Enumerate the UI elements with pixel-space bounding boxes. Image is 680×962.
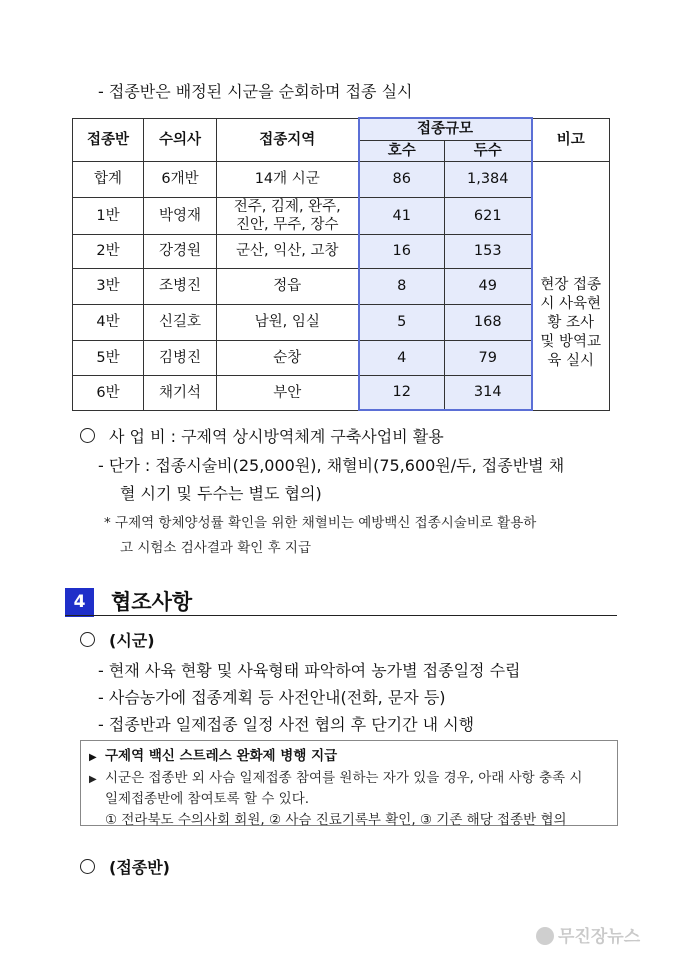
table-row (73, 268, 610, 304)
circle-bullet-icon (80, 632, 95, 647)
cell-heads: 621 (445, 197, 532, 234)
notice-item-1: ▶ 구제역 백신 스트레스 완화제 병행 지급 (89, 748, 338, 764)
team-heading: (접종반) (80, 855, 170, 878)
notice-item-2: ▶ 시군은 접종반 외 사슴 일제접종 참여를 원하는 자가 있을 경우, 아래 사항 충족 시 (89, 770, 583, 786)
header-region: 접종지역 (217, 118, 359, 161)
section-divider (65, 615, 617, 616)
cell-vet: 신길호 (144, 304, 217, 340)
header-note: 비고 (532, 118, 610, 161)
table-row (73, 304, 610, 340)
cell-farms: 41 (359, 197, 445, 234)
table-row (73, 340, 610, 375)
cell-farms: 5 (359, 304, 445, 340)
cell-team: 6반 (73, 375, 144, 410)
cell-team: 2반 (73, 234, 144, 268)
cell-vet: 6개반 (144, 161, 217, 197)
circle-bullet-icon (80, 859, 95, 874)
budget-line: 사 업 비 : 구제역 상시방역체계 구축사업비 활용 (80, 424, 444, 447)
price-line-1: - 단가 : 접종시술비(25,000원), 채혈비(75,600원/두, 접종반별 채 (98, 456, 565, 475)
notice-item-2-conditions: ① 전라북도 수의사회 회원, ② 사슴 진료기록부 확인, ③ 기존 해당 접종반 협의 (105, 812, 567, 828)
notice-box (80, 740, 618, 826)
cell-region: 군산, 익산, 고창 (217, 234, 359, 268)
cell-heads: 153 (445, 234, 532, 268)
section-number-badge: 4 (65, 588, 94, 617)
footnote-line-2: 고 시험소 검사결과 확인 후 지급 (120, 540, 311, 556)
header-farms: 호수 (359, 140, 445, 161)
table-row (73, 161, 610, 197)
cell-team: 5반 (73, 340, 144, 375)
cell-farms: 16 (359, 234, 445, 268)
cell-region: 14개 시군 (217, 161, 359, 197)
cell-region: 남원, 임실 (217, 304, 359, 340)
cell-vet: 조병진 (144, 268, 217, 304)
header-team: 접종반 (73, 118, 144, 161)
city-item: - 사슴농가에 접종계획 등 사전안내(전화, 문자 등) (98, 688, 446, 707)
city-item: - 접종반과 일제접종 일정 사전 협의 후 단기간 내 시행 (98, 715, 475, 734)
price-line-2: 혈 시기 및 두수는 별도 협의) (120, 484, 322, 503)
cell-note-empty (532, 161, 610, 197)
cell-region: 순창 (217, 340, 359, 375)
cell-farms: 4 (359, 340, 445, 375)
watermark-logo-icon (536, 927, 554, 945)
cell-note: 현장 접종 시 사육현황 조사 및 방역교육 실시 (532, 197, 610, 410)
table-row (73, 375, 610, 410)
cell-region: 부안 (217, 375, 359, 410)
watermark: 무진장뉴스 (536, 922, 640, 947)
cell-heads: 49 (445, 268, 532, 304)
cell-heads: 1,384 (445, 161, 532, 197)
footnote-line-1: * 구제역 항체양성률 확인을 위한 채혈비는 예방백신 접종시술비로 활용하 (104, 515, 537, 531)
cell-vet: 박영재 (144, 197, 217, 234)
intro-line: - 접종반은 배정된 시군을 순회하며 접종 실시 (98, 82, 413, 101)
header-scale: 접종규모 (359, 118, 532, 140)
cell-heads: 314 (445, 375, 532, 410)
cell-vet: 강경원 (144, 234, 217, 268)
cell-region: 정읍 (217, 268, 359, 304)
cell-farms: 8 (359, 268, 445, 304)
cell-vet: 채기석 (144, 375, 217, 410)
city-heading: (시군) (80, 628, 155, 651)
triangle-bullet-icon: ▶ (89, 774, 97, 785)
cell-region: 전주, 김제, 완주, 진안, 무주, 장수 (217, 197, 359, 234)
section-title: 협조사항 (111, 591, 193, 614)
triangle-bullet-icon: ▶ (89, 752, 97, 763)
circle-bullet-icon (80, 428, 95, 443)
table-row (73, 234, 610, 268)
table-row (73, 197, 610, 234)
cell-team: 3반 (73, 268, 144, 304)
city-item: - 현재 사육 현황 및 사육형태 파악하여 농가별 접종일정 수립 (98, 661, 521, 680)
cell-vet: 김병진 (144, 340, 217, 375)
cell-heads: 79 (445, 340, 532, 375)
header-heads: 두수 (445, 140, 532, 161)
cell-heads: 168 (445, 304, 532, 340)
cell-team: 합계 (73, 161, 144, 197)
vaccination-schedule-table (72, 117, 610, 411)
cell-farms: 12 (359, 375, 445, 410)
cell-team: 4반 (73, 304, 144, 340)
notice-item-2-cont: 일제접종반에 참여토록 할 수 있다. (105, 791, 310, 807)
cell-team: 1반 (73, 197, 144, 234)
cell-farms: 86 (359, 161, 445, 197)
header-vet: 수의사 (144, 118, 217, 161)
